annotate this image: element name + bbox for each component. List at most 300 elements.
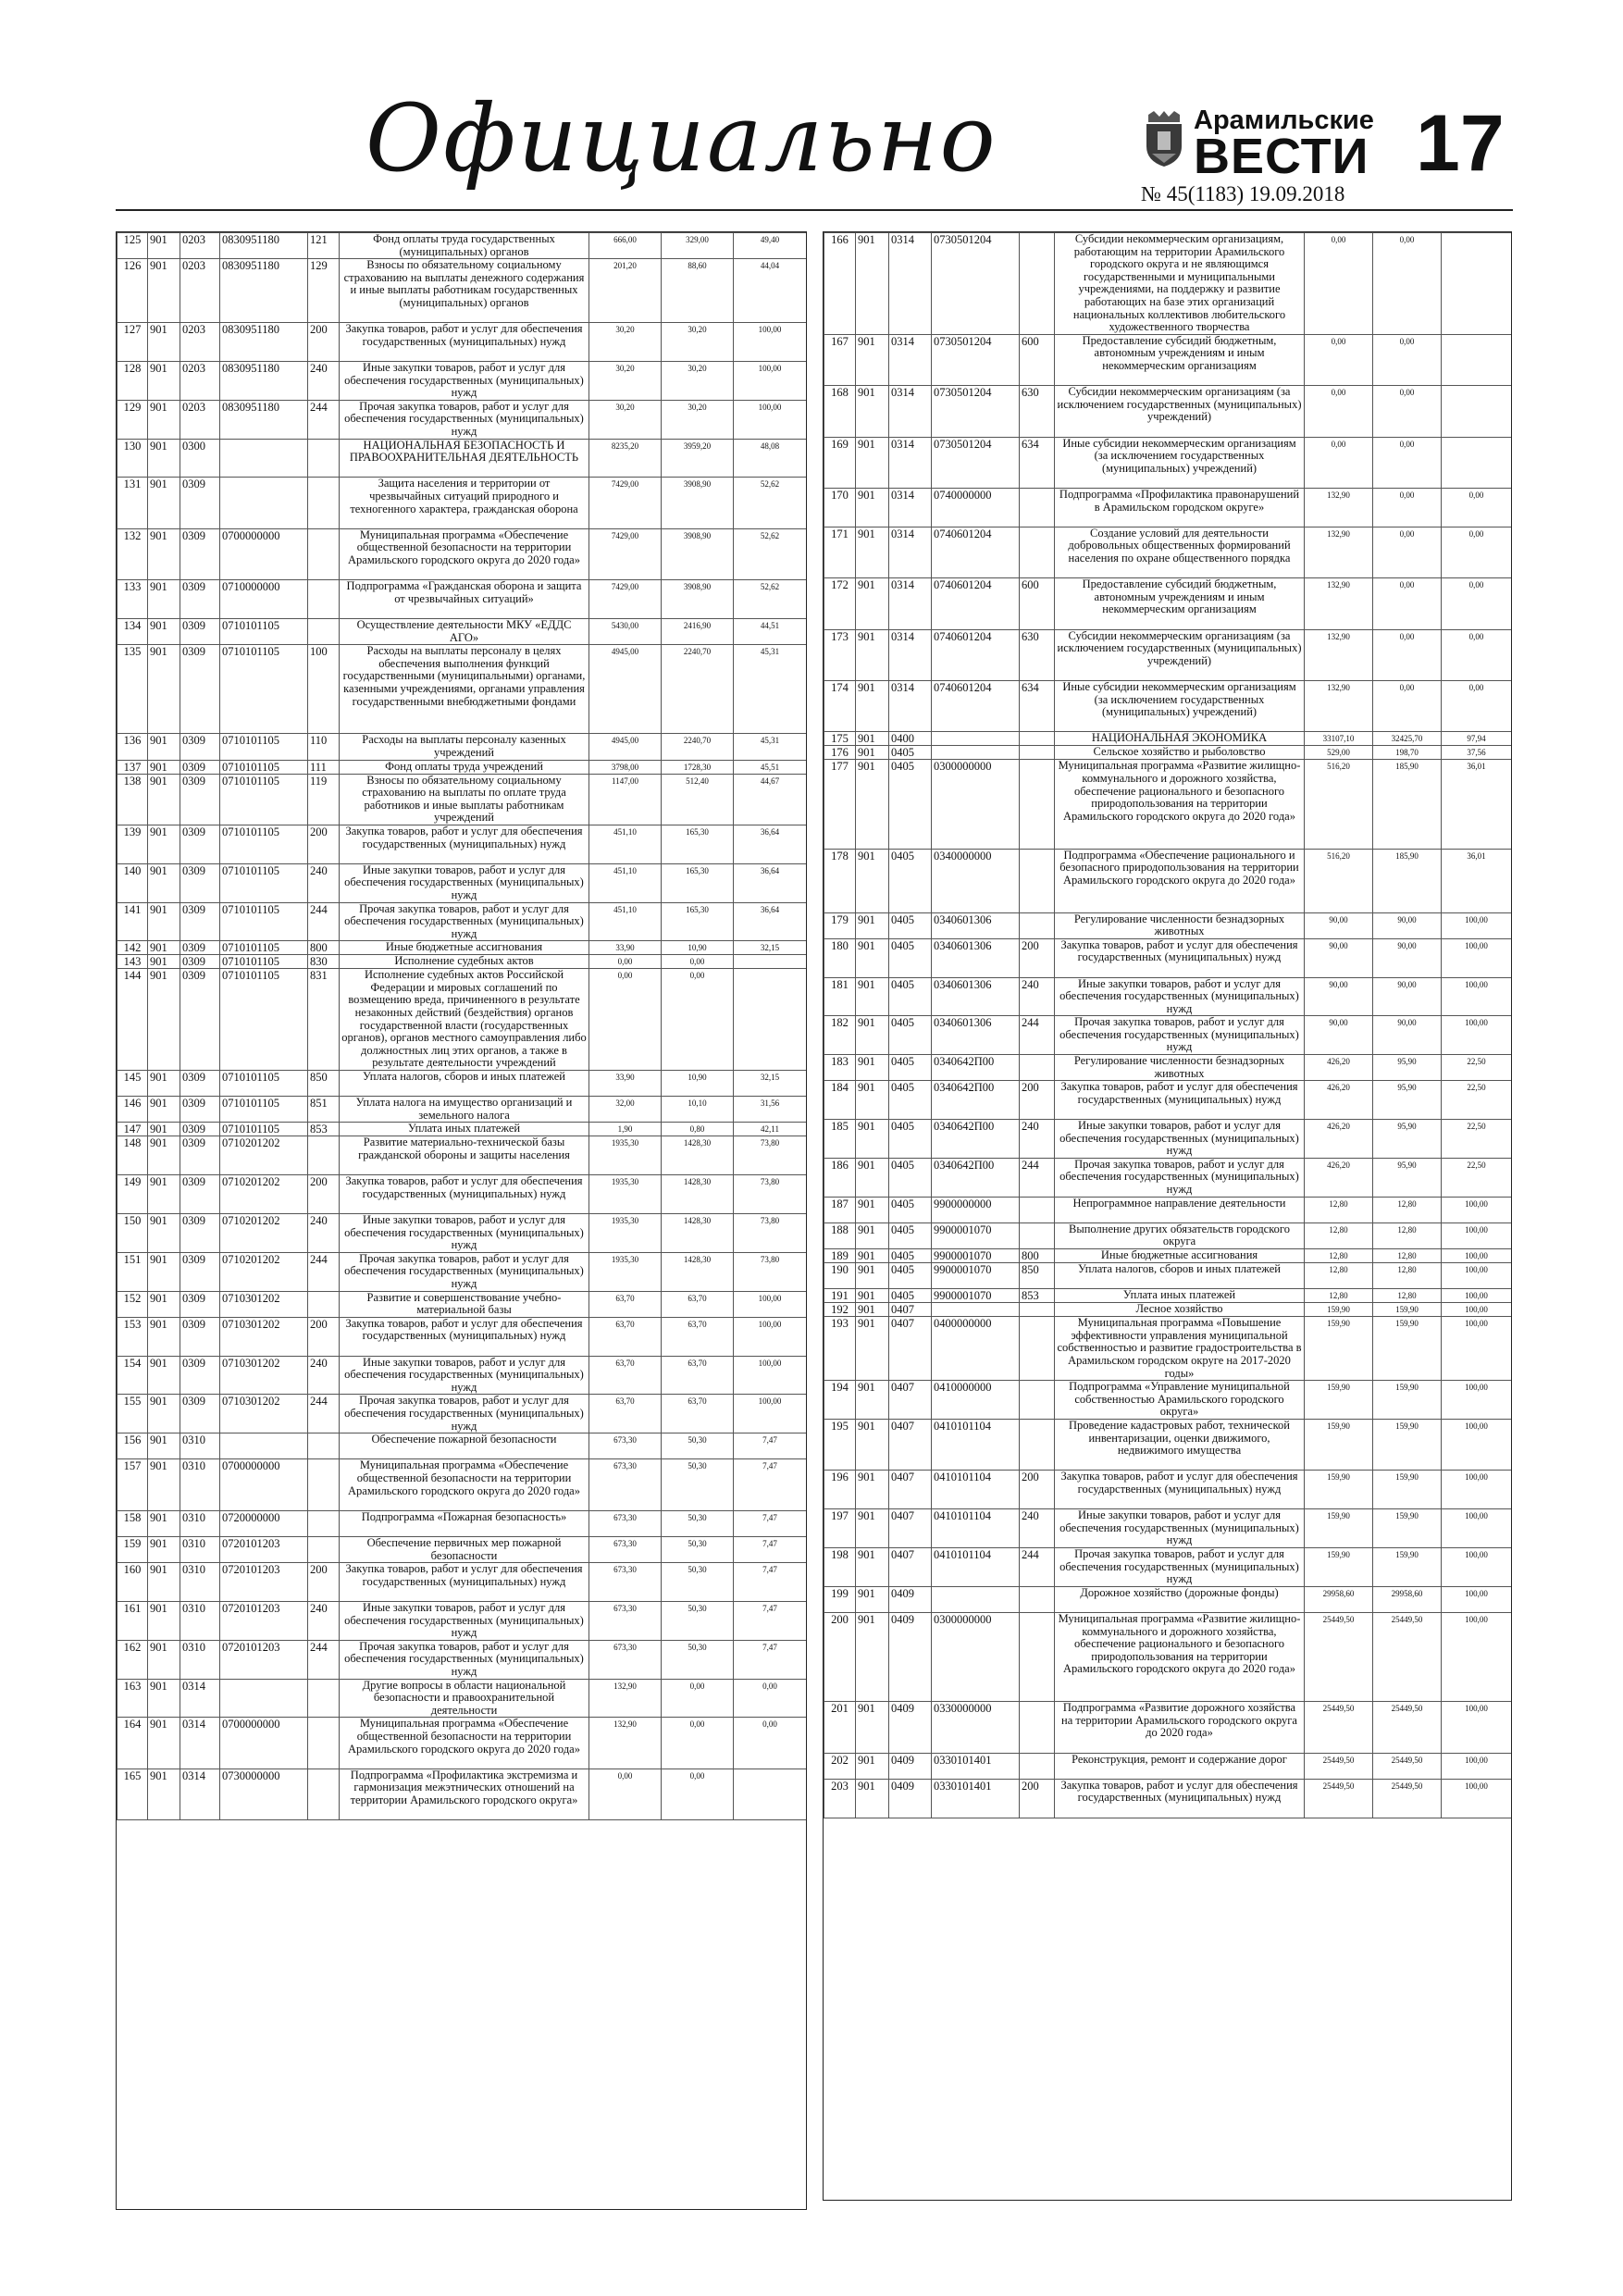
section-code: 0407 — [889, 1303, 932, 1317]
execution-percent: 100,00 — [734, 1356, 807, 1395]
expense-type: 240 — [308, 1356, 340, 1395]
row-number: 196 — [824, 1471, 856, 1509]
department-code: 901 — [148, 580, 180, 619]
table-row — [118, 825, 807, 863]
table-row — [824, 680, 1512, 731]
target-article — [932, 1586, 1020, 1612]
executed-amount: 1728,30 — [662, 760, 734, 774]
line-description: Иные бюджетные ассигнования — [340, 941, 589, 955]
row-number: 166 — [824, 233, 856, 335]
execution-percent: 0,00 — [1442, 578, 1512, 629]
section-code: 0405 — [889, 849, 932, 912]
row-number: 127 — [118, 323, 148, 362]
executed-amount: 95,90 — [1373, 1081, 1442, 1120]
table-row — [118, 361, 807, 400]
executed-amount: 12,80 — [1373, 1197, 1442, 1222]
department-code: 901 — [148, 1718, 180, 1769]
target-article: 0710301202 — [220, 1395, 308, 1433]
department-code: 901 — [856, 1753, 889, 1779]
target-article — [220, 1679, 308, 1718]
planned-amount: 673,30 — [589, 1433, 662, 1459]
execution-percent: 44,67 — [734, 774, 807, 825]
expense-type — [1020, 760, 1055, 849]
planned-amount: 7429,00 — [589, 528, 662, 579]
section-code: 0405 — [889, 1081, 932, 1120]
expense-type: 630 — [1020, 386, 1055, 437]
target-article: 0730501204 — [932, 437, 1020, 488]
target-article: 0710101105 — [220, 941, 308, 955]
table-row — [824, 488, 1512, 527]
planned-amount: 12,80 — [1305, 1197, 1373, 1222]
executed-amount: 159,90 — [1373, 1471, 1442, 1509]
row-number: 185 — [824, 1120, 856, 1159]
table-row — [118, 1718, 807, 1769]
row-number: 171 — [824, 527, 856, 577]
target-article: 0340642П00 — [932, 1055, 1020, 1081]
department-code: 901 — [148, 1123, 180, 1136]
line-description: Непрограммное направление деятельности — [1055, 1197, 1305, 1222]
execution-percent: 100,00 — [1442, 1509, 1512, 1548]
department-code: 901 — [148, 1071, 180, 1097]
execution-percent: 36,01 — [1442, 849, 1512, 912]
executed-amount: 0,00 — [662, 1679, 734, 1718]
target-article: 0410101104 — [932, 1548, 1020, 1587]
execution-percent: 73,80 — [734, 1252, 807, 1291]
department-code: 901 — [148, 1252, 180, 1291]
target-article: 0710301202 — [220, 1291, 308, 1317]
department-code: 901 — [856, 1586, 889, 1612]
executed-amount: 25449,50 — [1373, 1753, 1442, 1779]
expense-type: 240 — [1020, 1509, 1055, 1548]
department-code: 901 — [856, 233, 889, 335]
planned-amount: 0,00 — [1305, 437, 1373, 488]
execution-percent: 73,80 — [734, 1136, 807, 1175]
logo-main-text: ВЕСТИ — [1194, 129, 1369, 184]
line-description: Создание условий для деятельности добровольных общественных формирований населения по охране общественного порядка — [1055, 527, 1305, 577]
department-code: 901 — [148, 1175, 180, 1214]
executed-amount: 63,70 — [662, 1317, 734, 1356]
planned-amount: 12,80 — [1305, 1222, 1373, 1248]
section-code: 0309 — [180, 902, 220, 941]
target-article: 0700000000 — [220, 1718, 308, 1769]
table-row — [824, 233, 1512, 335]
department-code: 901 — [856, 1249, 889, 1263]
table-row — [824, 1249, 1512, 1263]
execution-percent: 100,00 — [1442, 1471, 1512, 1509]
department-code: 901 — [148, 1136, 180, 1175]
department-code: 901 — [856, 1381, 889, 1420]
row-number: 129 — [118, 400, 148, 439]
planned-amount: 666,00 — [589, 233, 662, 259]
target-article: 9900001070 — [932, 1249, 1020, 1263]
section-code: 0309 — [180, 1175, 220, 1214]
planned-amount: 1935,30 — [589, 1175, 662, 1214]
line-description: Иные закупки товаров, работ и услуг для обеспечения государственных (муниципальных) нужд — [1055, 977, 1305, 1016]
department-code: 901 — [148, 734, 180, 760]
executed-amount: 12,80 — [1373, 1222, 1442, 1248]
expense-type: 200 — [1020, 938, 1055, 977]
table-row — [118, 618, 807, 644]
execution-percent: 52,62 — [734, 580, 807, 619]
department-code: 901 — [148, 1510, 180, 1536]
target-article: 0700000000 — [220, 528, 308, 579]
expense-type — [1020, 732, 1055, 746]
table-row — [824, 912, 1512, 938]
line-description: Реконструкция, ремонт и содержание дорог — [1055, 1753, 1305, 1779]
execution-percent: 100,00 — [1442, 1197, 1512, 1222]
expense-type: 830 — [308, 955, 340, 969]
section-code: 0405 — [889, 760, 932, 849]
executed-amount: 25449,50 — [1373, 1702, 1442, 1753]
execution-percent: 7,47 — [734, 1640, 807, 1679]
execution-percent: 7,47 — [734, 1537, 807, 1563]
table-row — [824, 1586, 1512, 1612]
department-code: 901 — [856, 938, 889, 977]
executed-amount: 95,90 — [1373, 1120, 1442, 1159]
expense-type: 121 — [308, 233, 340, 259]
target-article: 0340601306 — [932, 912, 1020, 938]
department-code: 901 — [856, 437, 889, 488]
header-rule — [116, 209, 1513, 211]
line-description: Подпрограмма «Обеспечение рационального и безопасного природопользования на территории Арамильского городского округа до 2020 года» — [1055, 849, 1305, 912]
line-description: Субсидии некоммерческим организациям (за исключением государственных (муниципальных) учреждений) — [1055, 386, 1305, 437]
executed-amount: 90,00 — [1373, 938, 1442, 977]
section-code: 0309 — [180, 580, 220, 619]
line-description: Иные бюджетные ассигнования — [1055, 1249, 1305, 1263]
planned-amount: 159,90 — [1305, 1509, 1373, 1548]
table-row — [118, 645, 807, 734]
planned-amount: 7429,00 — [589, 478, 662, 528]
section-code: 0309 — [180, 1214, 220, 1253]
planned-amount: 0,00 — [589, 955, 662, 969]
department-code: 901 — [148, 1679, 180, 1718]
executed-amount: 12,80 — [1373, 1249, 1442, 1263]
row-number: 138 — [118, 774, 148, 825]
executed-amount: 0,00 — [1373, 334, 1442, 385]
department-code: 901 — [148, 1433, 180, 1459]
table-row — [118, 528, 807, 579]
target-article: 0720101203 — [220, 1563, 308, 1602]
table-row — [118, 1214, 807, 1253]
section-code: 0407 — [889, 1420, 932, 1471]
target-article: 0330000000 — [932, 1702, 1020, 1753]
row-number: 188 — [824, 1222, 856, 1248]
section-code: 0310 — [180, 1640, 220, 1679]
expense-type: 800 — [308, 941, 340, 955]
planned-amount: 673,30 — [589, 1563, 662, 1602]
planned-amount: 673,30 — [589, 1640, 662, 1679]
expense-type: 600 — [1020, 334, 1055, 385]
planned-amount: 33,90 — [589, 1071, 662, 1097]
line-description: Муниципальная программа «Развитие жилищно-коммунального и дорожного хозяйства, обеспечение рационального и безопасного природопользования на территории Арамильского городского округа до 2020 года» — [1055, 1613, 1305, 1702]
table-row — [824, 1263, 1512, 1289]
target-article: 0400000000 — [932, 1317, 1020, 1381]
planned-amount: 90,00 — [1305, 1016, 1373, 1055]
expense-type — [1020, 1702, 1055, 1753]
line-description: Закупка товаров, работ и услуг для обеспечения государственных (муниципальных) нужд — [340, 1563, 589, 1602]
line-description: Проведение кадастровых работ, технической инвентаризации, оценки движимого, недвижимого имущества — [1055, 1420, 1305, 1471]
section-code: 0314 — [889, 488, 932, 527]
executed-amount: 63,70 — [662, 1291, 734, 1317]
table-row — [824, 1420, 1512, 1471]
planned-amount: 30,20 — [589, 400, 662, 439]
section-code: 0310 — [180, 1459, 220, 1510]
row-number: 194 — [824, 1381, 856, 1420]
section-code: 0409 — [889, 1586, 932, 1612]
execution-percent: 100,00 — [1442, 977, 1512, 1016]
planned-amount: 451,10 — [589, 863, 662, 902]
table-row — [824, 1158, 1512, 1197]
expense-type: 850 — [1020, 1263, 1055, 1289]
target-article: 0340601306 — [932, 977, 1020, 1016]
department-code: 901 — [856, 760, 889, 849]
execution-percent: 100,00 — [1442, 1381, 1512, 1420]
department-code: 901 — [856, 578, 889, 629]
execution-percent: 100,00 — [1442, 1586, 1512, 1612]
row-number: 186 — [824, 1158, 856, 1197]
section-code: 0309 — [180, 1136, 220, 1175]
target-article: 0830951180 — [220, 361, 308, 400]
target-article: 0830951180 — [220, 400, 308, 439]
table-row — [118, 580, 807, 619]
planned-amount: 25449,50 — [1305, 1613, 1373, 1702]
execution-percent: 22,50 — [1442, 1081, 1512, 1120]
department-code: 901 — [148, 863, 180, 902]
section-code: 0407 — [889, 1509, 932, 1548]
expense-type — [308, 1510, 340, 1536]
target-article: 0710201202 — [220, 1175, 308, 1214]
department-code: 901 — [856, 1120, 889, 1159]
planned-amount: 426,20 — [1305, 1081, 1373, 1120]
section-code: 0405 — [889, 912, 932, 938]
table-row — [118, 259, 807, 323]
planned-amount: 63,70 — [589, 1395, 662, 1433]
execution-percent: 100,00 — [1442, 938, 1512, 977]
target-article: 0710201202 — [220, 1136, 308, 1175]
department-code: 901 — [856, 1702, 889, 1753]
row-number: 180 — [824, 938, 856, 977]
department-code: 901 — [148, 1537, 180, 1563]
executed-amount: 10,90 — [662, 1071, 734, 1097]
department-code: 901 — [856, 1548, 889, 1587]
line-description: Регулирование численности безнадзорных животных — [1055, 912, 1305, 938]
line-description: Фонд оплаты труда государственных (муниципальных) органов — [340, 233, 589, 259]
planned-amount: 25449,50 — [1305, 1779, 1373, 1818]
planned-amount: 32,00 — [589, 1097, 662, 1123]
executed-amount: 50,30 — [662, 1433, 734, 1459]
row-number: 139 — [118, 825, 148, 863]
target-article: 0830951180 — [220, 233, 308, 259]
table-row — [824, 1753, 1512, 1779]
expense-type: 240 — [1020, 1120, 1055, 1159]
planned-amount: 159,90 — [1305, 1381, 1373, 1420]
target-article — [220, 478, 308, 528]
execution-percent: 7,47 — [734, 1510, 807, 1536]
department-code: 901 — [148, 400, 180, 439]
row-number: 163 — [118, 1679, 148, 1718]
executed-amount: 185,90 — [1373, 760, 1442, 849]
execution-percent — [734, 969, 807, 1071]
executed-amount: 3908,90 — [662, 580, 734, 619]
planned-amount: 0,00 — [1305, 386, 1373, 437]
department-code: 901 — [856, 1081, 889, 1120]
executed-amount: 329,00 — [662, 233, 734, 259]
planned-amount: 1935,30 — [589, 1214, 662, 1253]
expense-type: 853 — [308, 1123, 340, 1136]
executed-amount: 1428,30 — [662, 1175, 734, 1214]
row-number: 201 — [824, 1702, 856, 1753]
execution-percent: 48,08 — [734, 439, 807, 478]
line-description: Фонд оплаты труда учреждений — [340, 760, 589, 774]
planned-amount: 5430,00 — [589, 618, 662, 644]
expense-type: 600 — [1020, 578, 1055, 629]
execution-percent: 36,01 — [1442, 760, 1512, 849]
section-code: 0407 — [889, 1471, 932, 1509]
target-article — [220, 439, 308, 478]
row-number: 156 — [118, 1433, 148, 1459]
target-article: 0340642П00 — [932, 1158, 1020, 1197]
department-code: 901 — [856, 1509, 889, 1548]
execution-percent — [1442, 386, 1512, 437]
table-row — [824, 977, 1512, 1016]
line-description: Прочая закупка товаров, работ и услуг для обеспечения государственных (муниципальных) нужд — [1055, 1158, 1305, 1197]
planned-amount: 159,90 — [1305, 1317, 1373, 1381]
expense-type: 831 — [308, 969, 340, 1071]
line-description: Закупка товаров, работ и услуг для обеспечения государственных (муниципальных) нужд — [340, 323, 589, 362]
section-code: 0409 — [889, 1779, 932, 1818]
target-article: 0700000000 — [220, 1459, 308, 1510]
row-number: 133 — [118, 580, 148, 619]
execution-percent: 45,31 — [734, 645, 807, 734]
department-code: 901 — [856, 1303, 889, 1317]
expense-type: 800 — [1020, 1249, 1055, 1263]
planned-amount: 159,90 — [1305, 1548, 1373, 1587]
department-code: 901 — [148, 1395, 180, 1433]
executed-amount: 30,20 — [662, 323, 734, 362]
planned-amount: 529,00 — [1305, 746, 1373, 760]
expense-type — [308, 1291, 340, 1317]
target-article: 0740601204 — [932, 578, 1020, 629]
department-code: 901 — [856, 1779, 889, 1818]
execution-percent: 22,50 — [1442, 1120, 1512, 1159]
expense-type — [308, 1769, 340, 1819]
page-header — [0, 0, 1623, 211]
section-code: 0405 — [889, 1263, 932, 1289]
target-article: 9900001070 — [932, 1289, 1020, 1303]
section-code: 0309 — [180, 1097, 220, 1123]
section-code: 0309 — [180, 1071, 220, 1097]
execution-percent: 100,00 — [1442, 1702, 1512, 1753]
line-description: Прочая закупка товаров, работ и услуг для обеспечения государственных (муниципальных) нужд — [340, 400, 589, 439]
target-article: 0740601204 — [932, 527, 1020, 577]
execution-percent: 73,80 — [734, 1175, 807, 1214]
row-number: 183 — [824, 1055, 856, 1081]
row-number: 144 — [118, 969, 148, 1071]
line-description: Закупка товаров, работ и услуг для обеспечения государственных (муниципальных) нужд — [1055, 1779, 1305, 1818]
department-code: 901 — [856, 1471, 889, 1509]
executed-amount: 29958,60 — [1373, 1586, 1442, 1612]
expense-type — [308, 1537, 340, 1563]
line-description: Закупка товаров, работ и услуг для обеспечения государственных (муниципальных) нужд — [340, 1317, 589, 1356]
executed-amount: 12,80 — [1373, 1263, 1442, 1289]
planned-amount: 63,70 — [589, 1317, 662, 1356]
execution-percent: 97,94 — [1442, 732, 1512, 746]
execution-percent: 100,00 — [734, 1317, 807, 1356]
planned-amount: 90,00 — [1305, 938, 1373, 977]
section-code: 0405 — [889, 1197, 932, 1222]
row-number: 169 — [824, 437, 856, 488]
table-row — [118, 1356, 807, 1395]
section-code: 0309 — [180, 969, 220, 1071]
department-code: 901 — [856, 680, 889, 731]
execution-percent: 7,47 — [734, 1601, 807, 1640]
section-code: 0314 — [889, 629, 932, 680]
section-code: 0309 — [180, 1395, 220, 1433]
department-code: 901 — [148, 361, 180, 400]
line-description: Уплата налогов, сборов и иных платежей — [1055, 1263, 1305, 1289]
executed-amount: 512,40 — [662, 774, 734, 825]
department-code: 901 — [856, 1222, 889, 1248]
department-code: 901 — [856, 732, 889, 746]
executed-amount: 3959,20 — [662, 439, 734, 478]
expense-type: 244 — [1020, 1016, 1055, 1055]
row-number: 147 — [118, 1123, 148, 1136]
line-description: Закупка товаров, работ и услуг для обеспечения государственных (муниципальных) нужд — [1055, 1081, 1305, 1120]
executed-amount: 90,00 — [1373, 977, 1442, 1016]
logo-top-text: Арамильские — [1194, 105, 1374, 135]
target-article: 0710101105 — [220, 1071, 308, 1097]
row-number: 202 — [824, 1753, 856, 1779]
department-code: 901 — [856, 488, 889, 527]
section-code: 0400 — [889, 732, 932, 746]
line-description: Подпрограмма «Управление муниципальной собственностью Арамильского городского округа» — [1055, 1381, 1305, 1420]
table-row — [824, 1289, 1512, 1303]
row-number: 158 — [118, 1510, 148, 1536]
line-description: Дорожное хозяйство (дорожные фонды) — [1055, 1586, 1305, 1612]
department-code: 901 — [148, 1097, 180, 1123]
department-code: 901 — [856, 1055, 889, 1081]
section-code: 0405 — [889, 1289, 932, 1303]
expense-type: 244 — [1020, 1158, 1055, 1197]
row-number: 184 — [824, 1081, 856, 1120]
section-code: 0309 — [180, 941, 220, 955]
executed-amount: 90,00 — [1373, 912, 1442, 938]
table-row — [118, 1123, 807, 1136]
section-code: 0407 — [889, 1381, 932, 1420]
section-code: 0314 — [180, 1769, 220, 1819]
executed-amount: 1428,30 — [662, 1214, 734, 1253]
expense-type — [1020, 1753, 1055, 1779]
table-row — [824, 1120, 1512, 1159]
execution-percent: 45,31 — [734, 734, 807, 760]
target-article: 0740000000 — [932, 488, 1020, 527]
department-code: 901 — [856, 912, 889, 938]
execution-percent: 7,47 — [734, 1433, 807, 1459]
table-row — [118, 1769, 807, 1819]
table-row — [118, 233, 807, 259]
row-number: 137 — [118, 760, 148, 774]
section-code: 0405 — [889, 1120, 932, 1159]
executed-amount: 3908,90 — [662, 478, 734, 528]
section-code: 0203 — [180, 361, 220, 400]
target-article: 0340000000 — [932, 849, 1020, 912]
expense-type: 244 — [308, 1252, 340, 1291]
expense-type: 200 — [308, 825, 340, 863]
row-number: 154 — [118, 1356, 148, 1395]
line-description: Иные субсидии некоммерческим организациям (за исключением государственных (муниципальных) учреждений) — [1055, 680, 1305, 731]
section-code: 0405 — [889, 938, 932, 977]
planned-amount: 63,70 — [589, 1291, 662, 1317]
